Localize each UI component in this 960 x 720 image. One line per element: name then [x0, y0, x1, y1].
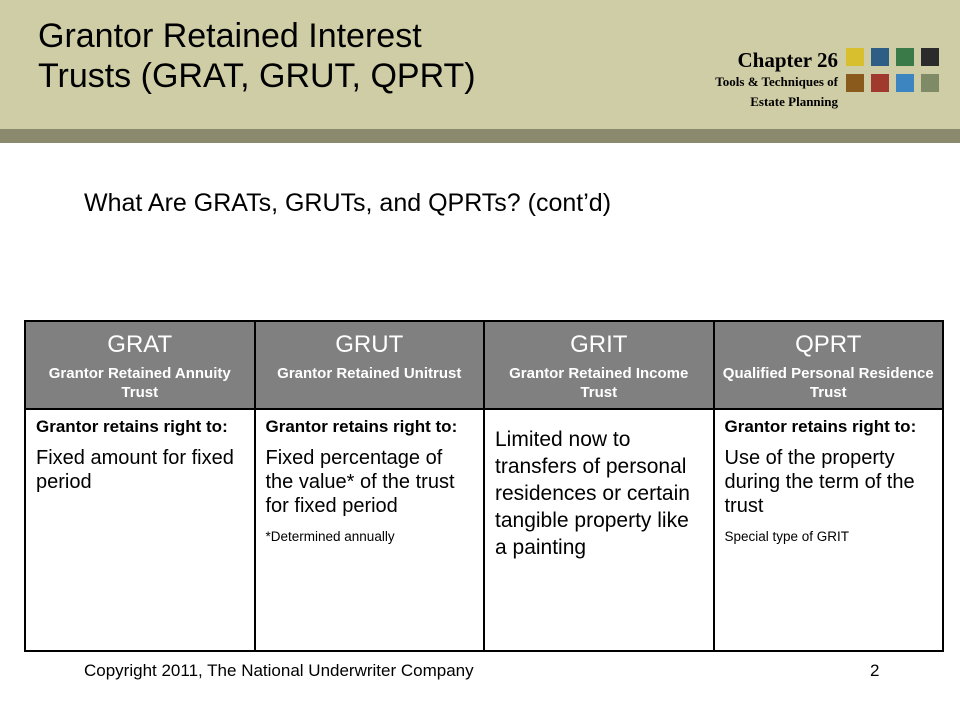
- slide-title-line1: Grantor Retained Interest: [38, 17, 422, 55]
- color-square: [846, 48, 864, 66]
- column-abbr: QPRT: [795, 331, 862, 358]
- slide-title-line2: Trusts (GRAT, GRUT, QPRT): [38, 57, 476, 95]
- slide-title: [38, 16, 476, 96]
- table-header-row: [25, 321, 943, 409]
- column-header-grit: [484, 321, 714, 409]
- decorative-color-squares: [846, 48, 940, 94]
- column-header-grat: [25, 321, 255, 409]
- cell-footnote: Special type of GRIT: [724, 529, 850, 544]
- table-body-row: [25, 409, 943, 651]
- cell-description: Use of the property during the term of the trust: [724, 447, 915, 517]
- color-square: [896, 48, 914, 66]
- column-full-name: Qualified Personal Residence Trust: [722, 365, 934, 401]
- color-square: [921, 48, 939, 66]
- page-number: 2: [870, 661, 880, 680]
- cell-grut: [255, 409, 485, 651]
- book-title-line1: Tools & Techniques of: [715, 74, 838, 89]
- chapter-info: [715, 48, 838, 112]
- cell-footnote: *Determined annually: [265, 529, 395, 544]
- cell-qprt: [714, 409, 944, 651]
- cell-grat: [25, 409, 255, 651]
- book-title-line2: Estate Planning: [750, 94, 838, 109]
- copyright-footer: Copyright 2011, The National Underwriter Company: [84, 661, 474, 680]
- column-abbr: GRAT: [107, 331, 173, 358]
- color-square: [896, 74, 914, 92]
- retains-label: Grantor retains right to:: [724, 417, 917, 436]
- section-subtitle: What Are GRATs, GRUTs, and QPRTs? (cont’d): [84, 189, 612, 217]
- column-header-qprt: [714, 321, 944, 409]
- color-square: [871, 48, 889, 66]
- column-full-name: Grantor Retained Income Trust: [509, 365, 689, 401]
- chapter-label: Chapter 26: [737, 48, 838, 72]
- color-square: [921, 74, 939, 92]
- column-header-grut: [255, 321, 485, 409]
- cell-description: Fixed amount for fixed period: [36, 447, 234, 493]
- trust-comparison-table: [24, 320, 944, 652]
- column-full-name: Grantor Retained Annuity Trust: [48, 365, 231, 401]
- cell-description: Fixed percentage of the value* of the trust for fixed period: [265, 447, 455, 517]
- column-full-name: Grantor Retained Unitrust: [277, 365, 462, 382]
- cell-description: Limited now to transfers of personal residences or certain tangible property like a painting: [495, 428, 690, 559]
- column-abbr: GRIT: [570, 331, 628, 358]
- retains-label: Grantor retains right to:: [36, 417, 228, 436]
- column-abbr: GRUT: [335, 331, 404, 358]
- retains-label: Grantor retains right to:: [265, 417, 458, 436]
- color-square: [846, 74, 864, 92]
- cell-grit: [484, 409, 714, 651]
- header-divider: [0, 129, 960, 143]
- color-square: [871, 74, 889, 92]
